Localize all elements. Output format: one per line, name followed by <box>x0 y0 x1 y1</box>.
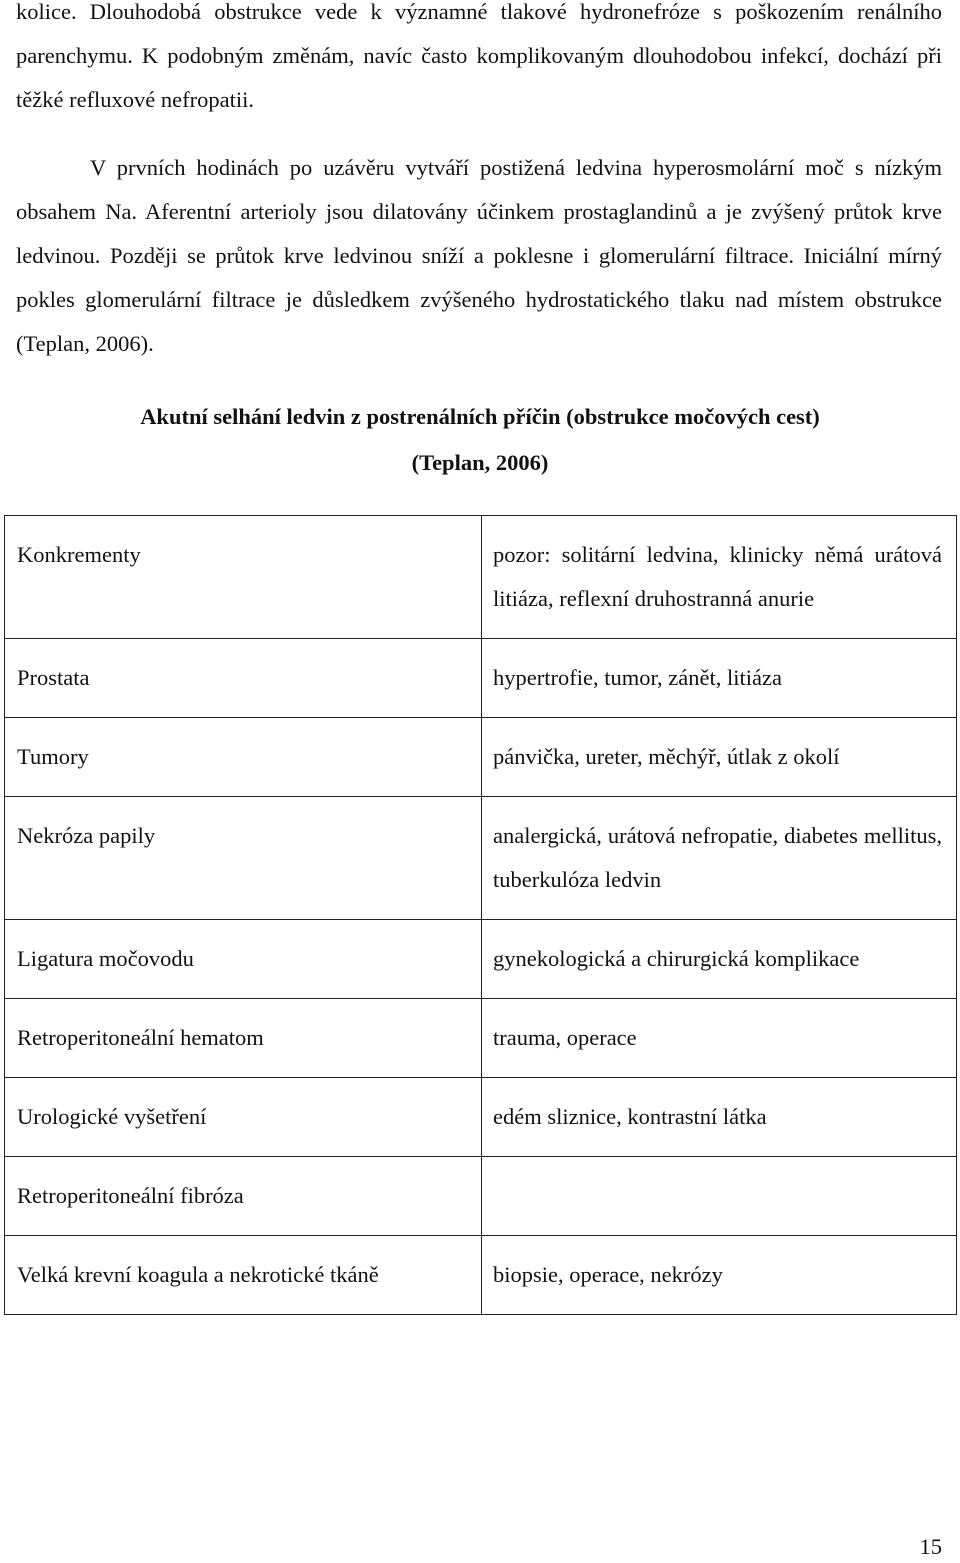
table-row <box>5 920 957 999</box>
table-caption-line: Akutní selhání ledvin z postrenálních příčin (obstrukce močových cest) <box>140 404 820 429</box>
table-row <box>5 999 957 1078</box>
cause-cell: Ligatura močovodu <box>5 920 482 999</box>
detail-cell: pozor: solitární ledvina, klinicky němá urátová litiáza, reflexní druhostranná anurie <box>482 516 957 639</box>
postrenal-causes-table <box>4 515 957 1315</box>
detail-cell: trauma, operace <box>482 999 957 1078</box>
detail-cell <box>482 1157 957 1236</box>
table-row <box>5 1078 957 1157</box>
cause-cell: Konkrementy <box>5 516 482 639</box>
body-paragraph: kolice. Dlouhodobá obstrukce vede k významné tlakové hydronefróze s poškozením renálního parenchymu. K podobným změnám, navíc často komplikovaným dlouhodobou infekcí, dochází při těžké refluxové nefropatii. <box>16 0 942 112</box>
detail-cell: hypertrofie, tumor, zánět, litiáza <box>482 639 957 718</box>
table-row <box>5 797 957 920</box>
page-number: 15 <box>919 1534 942 1559</box>
table-row <box>5 718 957 797</box>
table-row <box>5 1236 957 1315</box>
cause-cell: Retroperitoneální fibróza <box>5 1157 482 1236</box>
detail-cell: gynekologická a chirurgická komplikace <box>482 920 957 999</box>
detail-cell: biopsie, operace, nekrózy <box>482 1236 957 1315</box>
cause-cell: Urologické vyšetření <box>5 1078 482 1157</box>
table-row <box>5 516 957 639</box>
table-row <box>5 1157 957 1236</box>
detail-cell: analergická, urátová nefropatie, diabetes mellitus, tuberkulóza ledvin <box>482 797 957 920</box>
cause-cell: Velká krevní koagula a nekrotické tkáně <box>5 1236 482 1315</box>
cause-cell: Tumory <box>5 718 482 797</box>
table-row <box>5 639 957 718</box>
table-caption <box>40 394 920 486</box>
detail-cell: pánvička, ureter, měchýř, útlak z okolí <box>482 718 957 797</box>
table-caption-source: (Teplan, 2006) <box>411 450 549 475</box>
cause-cell: Nekróza papily <box>5 797 482 920</box>
body-paragraph: V prvních hodinách po uzávěru vytváří postižená ledvina hyperosmolární moč s nízkým obsahem Na. Aferentní arterioly jsou dilatovány účinkem prostaglandinů a je zvýšený průtok krve ledvinou. Později se průtok krve ledvinou sníží a poklesne i glomerulární filtrace. Iniciální mírný pokles glomerulární filtrace je důsledkem zvýšeného hydrostatického tlaku nad místem obstrukce (Teplan, 2006). <box>16 155 942 356</box>
detail-cell: edém sliznice, kontrastní látka <box>482 1078 957 1157</box>
cause-cell: Prostata <box>5 639 482 718</box>
cause-cell: Retroperitoneální hematom <box>5 999 482 1078</box>
